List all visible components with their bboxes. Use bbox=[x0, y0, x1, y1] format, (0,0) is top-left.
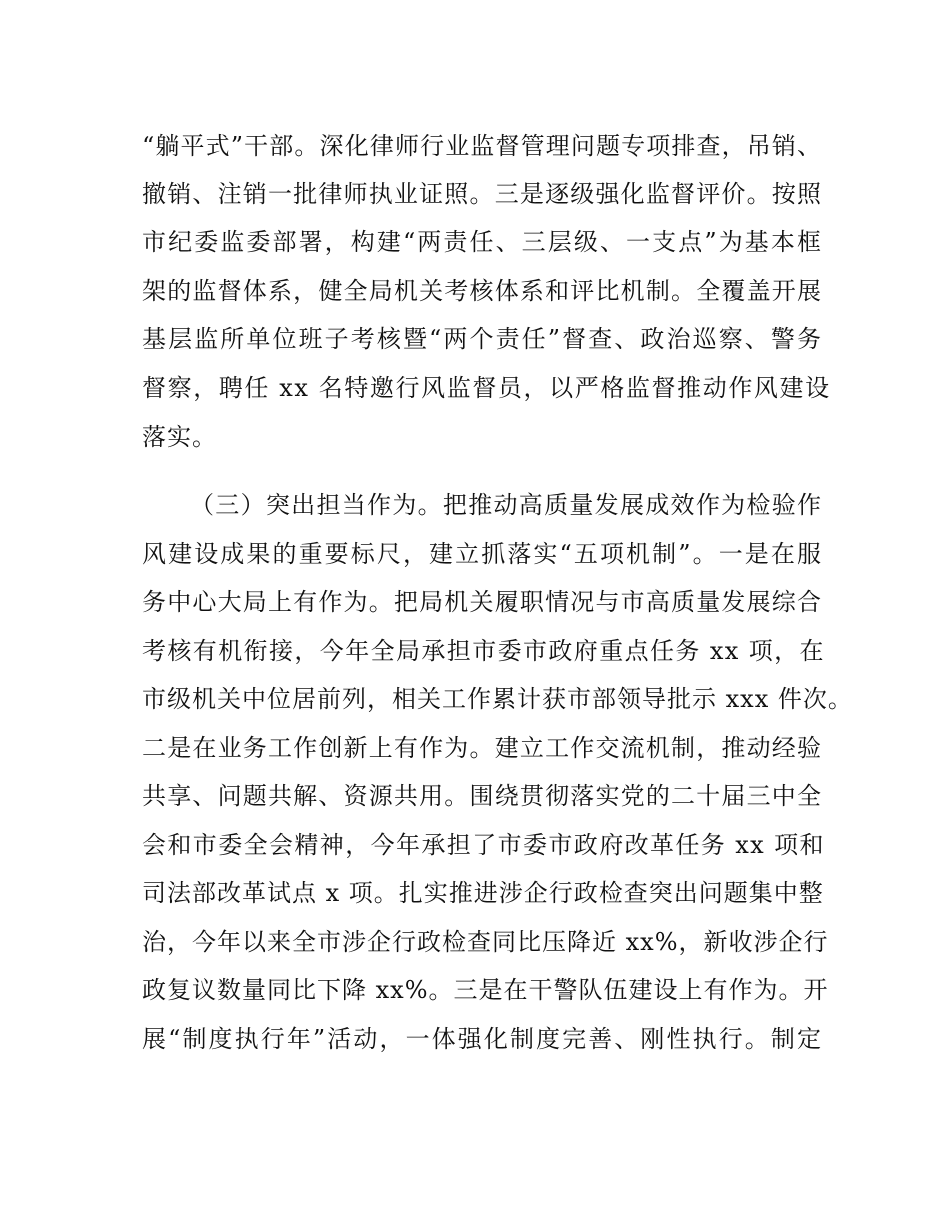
paragraph-1-line-5: 基层监所单位班子考核暨“两个责任”督查、政治巡察、警务 bbox=[142, 325, 822, 353]
paragraph-2-line-8: 会和市委全会精神，今年承担了市委市政府改革任务 xx 项和 bbox=[142, 831, 825, 859]
paragraph-1-line-7: 落实。 bbox=[142, 423, 217, 451]
paragraph-2-line-4: 考核有机衔接，今年全局承担市委市政府重点任务 xx 项，在 bbox=[142, 637, 825, 665]
paragraph-2-line-11: 政复议数量同比下降 xx%。三是在干警队伍建设上有作为。开 bbox=[142, 976, 829, 1004]
paragraph-2-line-7: 共享、问题共解、资源共用。围绕贯彻落实党的二十届三中全 bbox=[142, 782, 822, 810]
paragraph-2-line-6: 二是在业务工作创新上有作为。建立工作交流机制，推动经验 bbox=[142, 734, 822, 762]
paragraph-1-line-1: “躺平式”干部。深化律师行业监督管理问题专项排查，吊销、 bbox=[142, 132, 822, 160]
paragraph-2-line-2: 风建设成果的重要标尺，建立抓落实“五项机制”。一是在服 bbox=[142, 540, 822, 568]
paragraph-2-line-3: 务中心大局上有作为。把局机关履职情况与市高质量发展综合 bbox=[142, 588, 822, 616]
paragraph-2-line-5: 市级机关中位居前列，相关工作累计获市部领导批示 xxx 件次。 bbox=[142, 685, 853, 713]
paragraph-2-line-12: 展“制度执行年”活动，一体强化制度完善、刚性执行。制定 bbox=[142, 1025, 822, 1053]
paragraph-2-line-10: 治，今年以来全市涉企行政检查同比压降近 xx%，新收涉企行 bbox=[142, 928, 829, 956]
paragraph-1-line-6: 督察，聘任 xx 名特邀行风监督员，以严格监督推动作风建设 bbox=[142, 374, 831, 402]
paragraph-1-line-2: 撤销、注销一批律师执业证照。三是逐级强化监督评价。按照 bbox=[142, 180, 822, 208]
paragraph-2-line-9: 司法部改革试点 x 项。扎实推进涉企行政检查突出问题集中整 bbox=[142, 879, 824, 907]
paragraph-1-line-4: 架的监督体系，健全局机关考核体系和评比机制。全覆盖开展 bbox=[142, 277, 822, 305]
paragraph-1-line-3: 市纪委监委部署，构建“两责任、三层级、一支点”为基本框 bbox=[142, 228, 822, 256]
paragraph-2-line-1: （三）突出担当作为。把推动高质量发展成效作为检验作 bbox=[190, 491, 822, 519]
